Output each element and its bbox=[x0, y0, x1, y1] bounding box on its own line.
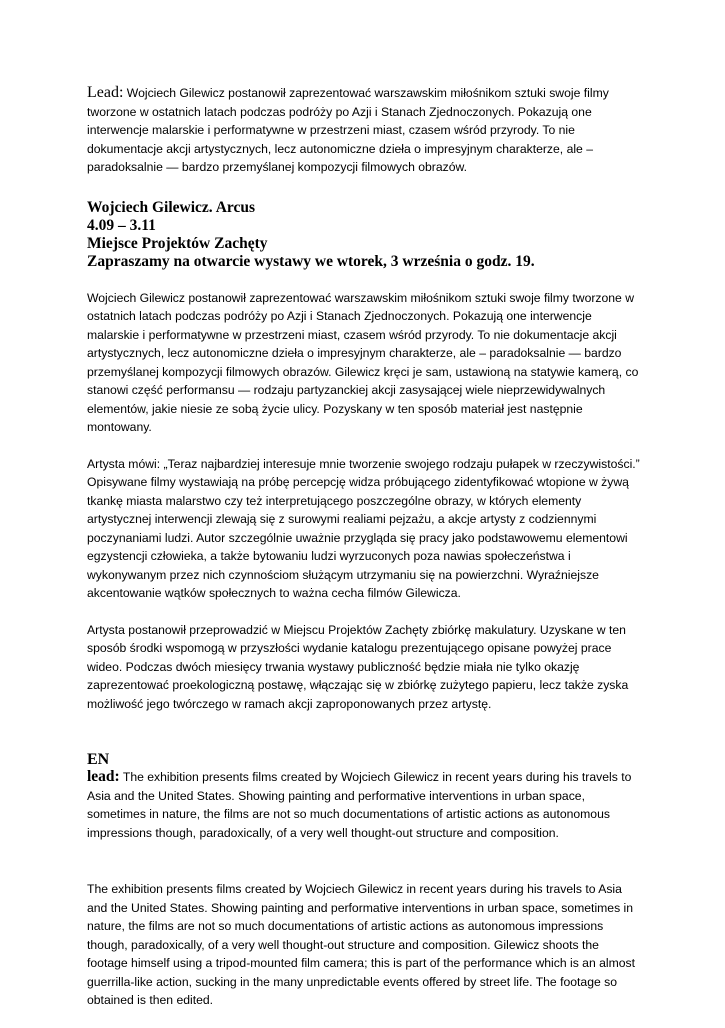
pl-lead-text: Wojciech Gilewicz postanowił zaprezentować warszawskim miłośnikom sztuki swoje filmy tworzone w ostatnich latach podczas podróży po Azji i Stanach Zjednoczonych. Pokazują one interwencje malarskie i performatywne w przestrzeni miast, czasem wśród przyrody. To nie dokumentacje akcji artystycznych, lecz autonomiczne dzieła o impresyjnym charakterze, ale – paradoksalnie — bardzo przemyślanej kompozycji filmowych obrazów. bbox=[87, 86, 609, 174]
opening-invitation: Zapraszamy na otwarcie wystawy we wtorek, 3 września o godz. 19. bbox=[87, 252, 535, 270]
exhibition-heading bbox=[87, 199, 642, 271]
exhibition-dates: 4.09 – 3.11 bbox=[87, 216, 156, 234]
pl-paragraph-1: Wojciech Gilewicz postanowił zaprezentować warszawskim miłośnikom sztuki swoje filmy tworzone w ostatnich latach podczas podróży po Azji i Stanach Zjednoczonych. Pokazują one interwencje malarskie i performatywne w przestrzeni miast, czasem wśród przyrody. To nie dokumentacje akcji artystycznych, lecz autonomiczne dzieła o impresyjnym charakterze, ale – paradoksalnie — bardzo przemyślanej kompozycji filmowych obrazów. Gilewicz kręci je sam, ustawioną na statywie kamerą, co stanowi część performansu — rodzaju partyzanckiej akcji zasysającej wiele nieprzewidywalnych elementów, jakie niesie ze sobą życie ulicy. Pozyskany w ten sposób materiał jest następnie montowany. bbox=[87, 290, 639, 434]
document-page bbox=[87, 84, 642, 1028]
pl-paragraph-2: Artysta mówi: „Teraz najbardziej interesuje mnie tworzenie swojego rodzaju pułapek w rzeczywistości.” Opisywane filmy wystawiają na próbę percepcję widza próbującego zidentyfikować wtopione w żywą tkankę miasta malarstwo czy też interpretującego poszczególne obrazy, w których elementy artystycznej interwencji zlewają się z surowymi realiami pejzażu, a akcje artysty z codziennymi poczynaniami ludzi. Autor szczególnie uważnie przygląda się pracy jako podstawowemu elementowi egzystencji człowieka, a także bytowaniu ludzi wyrzuconych poza nawias społeczeństwa i wykonywanym przez nich czynnościom służącym utrzymaniu się na powierzchni. Wyraźniejsze akcentowanie wątków społecznych to ważna cecha filmów Gilewicza. bbox=[87, 456, 640, 600]
pl-lead-label: Lead: bbox=[87, 84, 124, 101]
exhibition-title: Wojciech Gilewicz. Arcus bbox=[87, 198, 256, 216]
en-lead-paragraph bbox=[87, 768, 642, 842]
pl-paragraph-3: Artysta postanowił przeprowadzić w Miejscu Projektów Zachęty zbiórkę makulatury. Uzyskane w ten sposób środki wspomogą w przyszłości wydanie katalogu prezentującego opisane powyżej prace wideo. Podczas dwóch miesięcy trwania wystawy publiczność będzie miała nie tylko okazję zaprezentować proekologiczną postawę, włączając się w zbiórkę zużytego papieru, lecz także zyska możliwość jego twórczego w ramach akcji zaproponowanych przez artystę. bbox=[87, 622, 629, 711]
pl-lead-paragraph bbox=[87, 84, 642, 177]
en-lead-text: The exhibition presents films created by Wojciech Gilewicz in recent years during his travels to Asia and the United States. Showing painting and performative interventions in urban space, sometimes in nature, the films are not so much documentations of artistic actions as autonomous impressions though, paradoxically, of a very well thought-out structure and composition. bbox=[87, 770, 632, 840]
exhibition-venue: Miejsce Projektów Zachęty bbox=[87, 234, 268, 252]
english-section-label: EN bbox=[87, 751, 110, 768]
en-paragraph: The exhibition presents films created by Wojciech Gilewicz in recent years during his travels to Asia and the United States. Showing painting and performative interventions in urban space, sometimes in nature, the films are not so much documentations of artistic actions as autonomous impressions though, paradoxically, of a very well thought-out structure and composition. Gilewicz shoots the footage himself using a tripod-mounted film camera; this is part of the performance which is an almost guerrilla-like action, sucking in the many unpredictable events offered by street life. The footage so obtained is then edited. bbox=[87, 882, 636, 1007]
en-lead-label: lead: bbox=[87, 768, 120, 785]
